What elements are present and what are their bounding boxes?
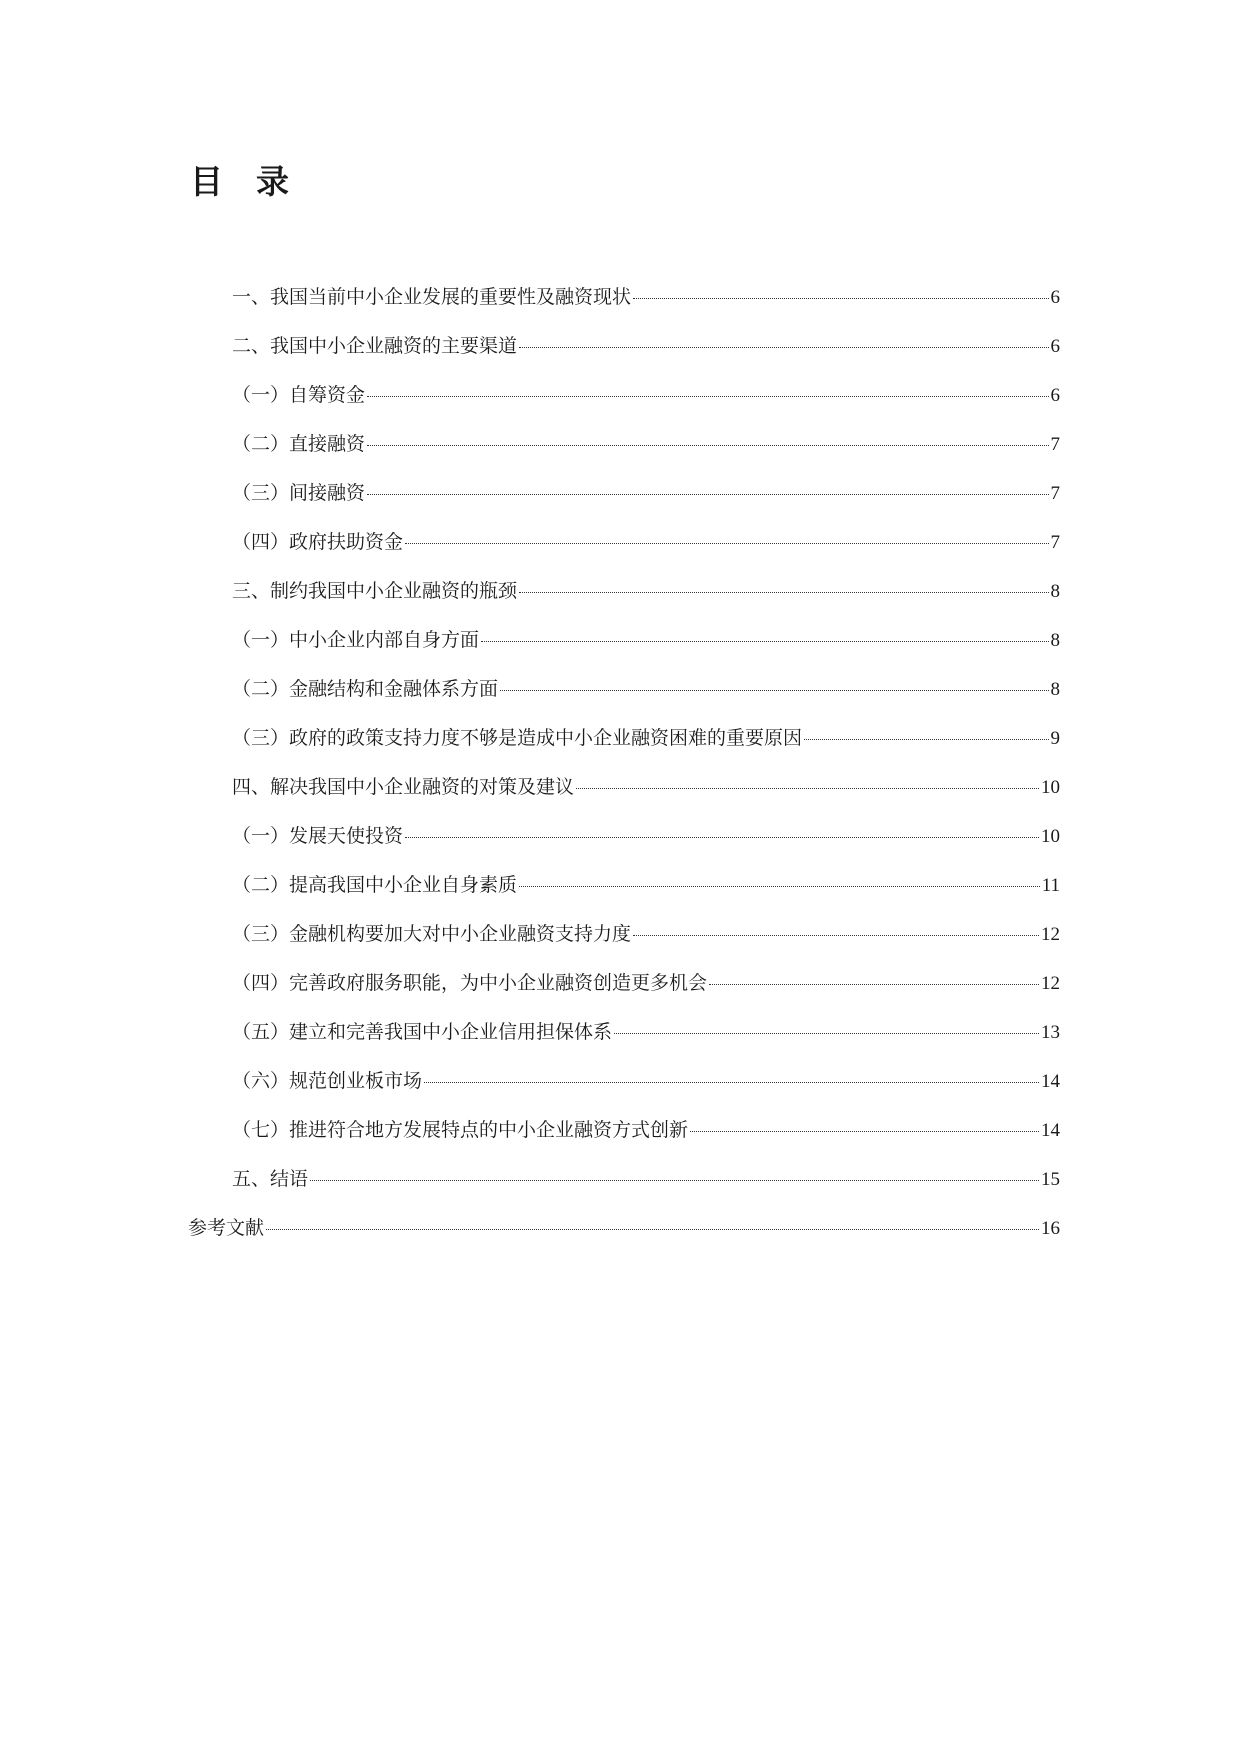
toc-entry-label: （一）自筹资金 — [232, 384, 366, 406]
toc-entry[interactable] — [0, 480, 1060, 529]
dot-leader — [424, 1082, 1039, 1083]
dot-leader — [405, 837, 1039, 838]
toc-entry[interactable] — [0, 774, 1060, 823]
toc-entry-label: （七）推进符合地方发展特点的中小企业融资方式创新 — [232, 1119, 689, 1141]
toc-entry-label: 一、我国当前中小企业发展的重要性及融资现状 — [232, 286, 632, 308]
toc-entry[interactable] — [0, 284, 1060, 333]
toc-entry[interactable] — [0, 1068, 1060, 1117]
dot-leader — [519, 886, 1040, 887]
toc-entry[interactable] — [0, 823, 1060, 872]
toc-entry-page-number: 7 — [1050, 483, 1060, 504]
toc-entry-label: （三）金融机构要加大对中小企业融资支持力度 — [232, 923, 632, 945]
dot-leader — [804, 739, 1048, 740]
toc-entry-page-number: 12 — [1041, 973, 1060, 994]
dot-leader — [266, 1229, 1039, 1230]
toc-entry-label: （四）完善政府服务职能，为中小企业融资创造更多机会 — [232, 972, 708, 994]
toc-entry-page-number: 7 — [1050, 434, 1060, 455]
dot-leader — [633, 298, 1048, 299]
toc-entry-page-number: 10 — [1041, 777, 1060, 798]
toc-entry[interactable] — [0, 578, 1060, 627]
toc-entry-page-number: 10 — [1041, 826, 1060, 847]
toc-entry[interactable] — [0, 970, 1060, 1019]
toc-entry-label: （六）规范创业板市场 — [232, 1070, 423, 1092]
dot-leader — [614, 1033, 1039, 1034]
toc-entry-label: （三）政府的政策支持力度不够是造成中小企业融资困难的重要原因 — [232, 727, 803, 749]
dot-leader — [367, 396, 1048, 397]
toc-entry-label: 参考文献 — [188, 1217, 265, 1239]
toc-entry-page-number: 6 — [1050, 385, 1060, 406]
toc-entry-label: （一）发展天使投资 — [232, 825, 404, 847]
toc-entry-label: 五、结语 — [232, 1168, 309, 1190]
toc-entry-page-number: 14 — [1041, 1071, 1060, 1092]
toc-entry-page-number: 8 — [1050, 581, 1060, 602]
toc-entry-label: （二）直接融资 — [232, 433, 366, 455]
toc-entry[interactable] — [0, 1215, 1060, 1264]
toc-entry[interactable] — [0, 1019, 1060, 1068]
toc-entry[interactable] — [0, 921, 1060, 970]
toc-entry-page-number: 7 — [1050, 532, 1060, 553]
table-of-contents — [0, 284, 1241, 1264]
toc-entry[interactable] — [0, 333, 1060, 382]
toc-entry-page-number: 9 — [1050, 728, 1060, 749]
toc-entry-label: （二）金融结构和金融体系方面 — [232, 678, 499, 700]
toc-entry[interactable] — [0, 872, 1060, 921]
toc-entry-label: 二、我国中小企业融资的主要渠道 — [232, 335, 518, 357]
dot-leader — [405, 543, 1048, 544]
toc-entry-label: （二）提高我国中小企业自身素质 — [232, 874, 518, 896]
toc-entry-page-number: 8 — [1050, 630, 1060, 651]
toc-entry-page-number: 11 — [1041, 875, 1060, 896]
dot-leader — [367, 445, 1048, 446]
dot-leader — [481, 641, 1048, 642]
dot-leader — [690, 1131, 1039, 1132]
toc-entry-label: （一）中小企业内部自身方面 — [232, 629, 480, 651]
toc-entry-page-number: 14 — [1041, 1120, 1060, 1141]
toc-entry[interactable] — [0, 1166, 1060, 1215]
dot-leader — [367, 494, 1048, 495]
toc-entry-page-number: 6 — [1050, 336, 1060, 357]
toc-entry-page-number: 12 — [1041, 924, 1060, 945]
toc-entry-page-number: 8 — [1050, 679, 1060, 700]
toc-entry[interactable] — [0, 1117, 1060, 1166]
dot-leader — [633, 935, 1039, 936]
toc-entry-label: 三、制约我国中小企业融资的瓶颈 — [232, 580, 518, 602]
dot-leader — [519, 347, 1048, 348]
dot-leader — [576, 788, 1039, 789]
toc-entry-label: （五）建立和完善我国中小企业信用担保体系 — [232, 1021, 613, 1043]
toc-entry-label: （四）政府扶助资金 — [232, 531, 404, 553]
toc-entry[interactable] — [0, 431, 1060, 480]
toc-entry[interactable] — [0, 725, 1060, 774]
toc-entry-page-number: 16 — [1041, 1218, 1060, 1239]
dot-leader — [500, 690, 1048, 691]
dot-leader — [519, 592, 1048, 593]
toc-entry[interactable] — [0, 382, 1060, 431]
toc-entry-label: 四、解决我国中小企业融资的对策及建议 — [232, 776, 575, 798]
toc-entry-label: （三）间接融资 — [232, 482, 366, 504]
toc-entry[interactable] — [0, 676, 1060, 725]
toc-entry-page-number: 13 — [1041, 1022, 1060, 1043]
toc-entry-page-number: 6 — [1050, 287, 1060, 308]
dot-leader — [310, 1180, 1039, 1181]
toc-entry[interactable] — [0, 529, 1060, 578]
dot-leader — [709, 984, 1039, 985]
toc-entry-page-number: 15 — [1041, 1169, 1060, 1190]
toc-entry[interactable] — [0, 627, 1060, 676]
page-title: 目 录 — [190, 162, 289, 201]
